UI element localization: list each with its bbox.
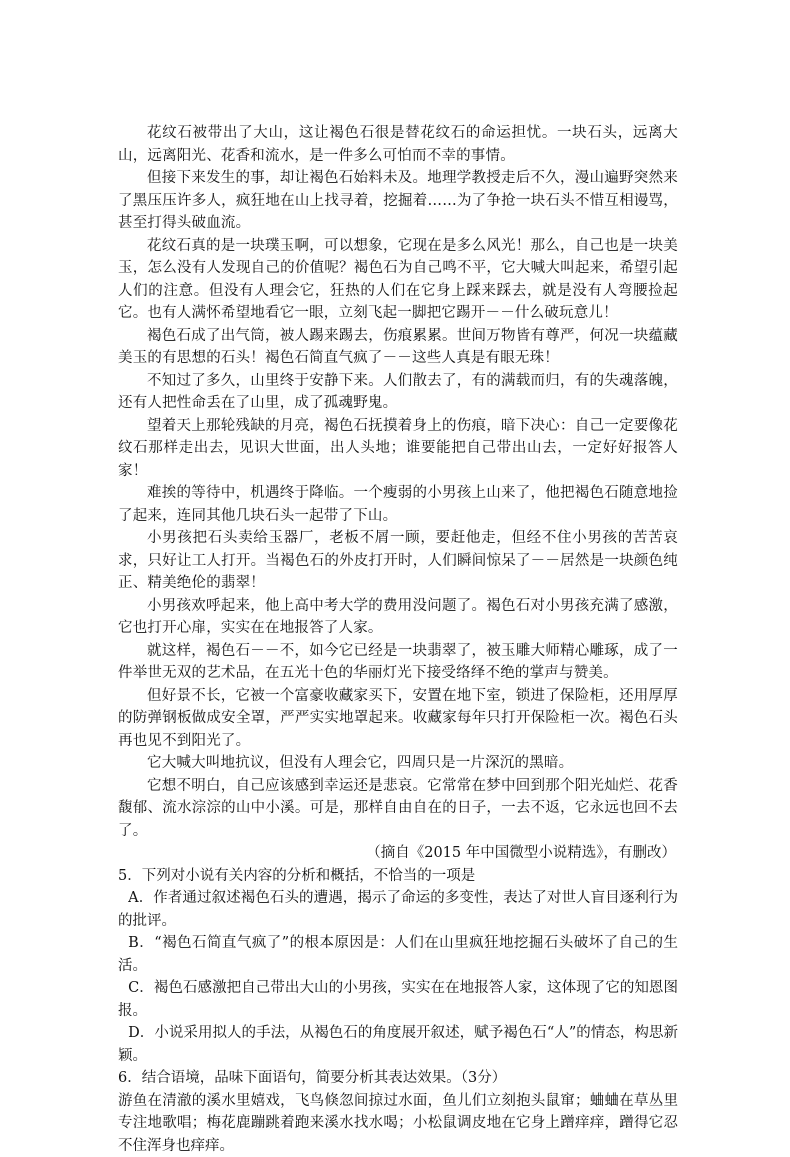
passage-paragraph: 褐色石成了出气筒，被人踢来踢去，伤痕累累。世间万物皆有尊严，何况一块蕴藏美玉的有思想的石头！褐色石简直气疯了－－这些人真是有眼无珠！ <box>118 325 678 370</box>
question-5 <box>118 865 678 1068</box>
document-content <box>118 122 678 1157</box>
question-quote: 游鱼在清澈的溪水里嬉戏，飞鸟倏忽间掠过水面，鱼儿们立刻抱头鼠窜；蛐蛐在草丛里专注地歌唱；梅花鹿蹦跳着跑来溪水找水喝；小松鼠调皮地在它身上蹭痒痒，蹭得它忍不住浑身也痒痒。 <box>118 1090 678 1157</box>
question-stem: 6．结合语境，品味下面语句，简要分析其表达效果。（3分） <box>118 1067 678 1090</box>
passage-paragraph: 但好景不长，它被一个富豪收藏家买下，安置在地下室，锁进了保险柜，还用厚厚的防弹钢板做成安全罩，严严实实地罩起来。收藏家每年只打开保险柜一次。褐色石头再也见不到阳光了。 <box>118 685 678 753</box>
passage-paragraph: 小男孩欢呼起来，他上高中考大学的费用没问题了。褐色石对小男孩充满了感激，它也打开心扉，实实在在地报答了人家。 <box>118 595 678 640</box>
passage-paragraph: 花纹石真的是一块璞玉啊，可以想象，它现在是多么风光！那么，自己也是一块美玉，怎么没有人发现自己的价值呢？褐色石为自己鸣不平，它大喊大叫起来，希望引起人们的注意。但没有人理会它，狂热的人们在它身上踩来踩去，就是没有人弯腰捡起它。也有人满怀希望地看它一眼，立刻飞起一脚把它踢开－－什么破玩意儿！ <box>118 235 678 325</box>
passage-paragraph: 它想不明白，自己应该感到幸运还是悲哀。它常常在梦中回到那个阳光灿烂、花香馥郁、流水淙淙的山中小溪。可是，那样自由自在的日子，一去不返，它永远也回不去了。 <box>118 775 678 843</box>
passage-source: （摘自《2015 年中国微型小说精选》，有删改） <box>118 842 678 865</box>
passage-paragraph: 花纹石被带出了大山，这让褐色石很是替花纹石的命运担忧。一块石头，远离大山，远离阳光、花香和流水，是一件多么可怕而不幸的事情。 <box>118 122 678 167</box>
passage-paragraph: 难挨的等待中，机遇终于降临。一个瘦弱的小男孩上山来了，他把褐色石随意地捡了起来，连同其他几块石头一起带了下山。 <box>118 482 678 527</box>
option-d: D．小说采用拟人的手法，从褐色石的角度展开叙述，赋予褐色石“人”的情态，构思新颖。 <box>118 1022 678 1067</box>
passage <box>118 122 678 865</box>
passage-paragraph: 但接下来发生的事，却让褐色石始料未及。地理学教授走后不久，漫山遍野突然来了黑压压许多人，疯狂地在山上找寻着，挖掘着……为了争抢一块石头不惜互相谩骂，甚至打得头破血流。 <box>118 167 678 235</box>
passage-paragraph: 就这样，褐色石－－不，如今它已经是一块翡翠了，被玉雕大师精心雕琢，成了一件举世无双的艺术品，在五光十色的华丽灯光下接受络绎不绝的掌声与赞美。 <box>118 640 678 685</box>
question-6 <box>118 1067 678 1157</box>
passage-paragraph: 不知过了多久，山里终于安静下来。人们散去了，有的满载而归，有的失魂落魄，还有人把性命丢在了山里，成了孤魂野鬼。 <box>118 370 678 415</box>
passage-paragraph: 它大喊大叫地抗议，但没有人理会它，四周只是一片深沉的黑暗。 <box>118 752 678 775</box>
passage-paragraph: 望着天上那轮残缺的月亮，褐色石抚摸着身上的伤痕，暗下决心：自己一定要像花纹石那样走出去，见识大世面，出人头地；谁要能把自己带出山去，一定好好报答人家！ <box>118 415 678 483</box>
passage-paragraph: 小男孩把石头卖给玉器厂，老板不屑一顾，要赶他走，但经不住小男孩的苦苦哀求，只好让工人打开。当褐色石的外皮打开时，人们瞬间惊呆了－－居然是一块颜色纯正、精美绝伦的翡翠！ <box>118 527 678 595</box>
question-stem: 5．下列对小说有关内容的分析和概括，不恰当的一项是 <box>118 865 678 888</box>
option-c: C．褐色石感激把自己带出大山的小男孩，实实在在地报答人家，这体现了它的知恩图报。 <box>118 977 678 1022</box>
option-b: B．“褐色石简直气疯了”的根本原因是：人们在山里疯狂地挖掘石头破坏了自己的生活。 <box>118 932 678 977</box>
option-a: A．作者通过叙述褐色石头的遭遇，揭示了命运的多变性，表达了对世人盲目逐利行为的批评。 <box>118 887 678 932</box>
